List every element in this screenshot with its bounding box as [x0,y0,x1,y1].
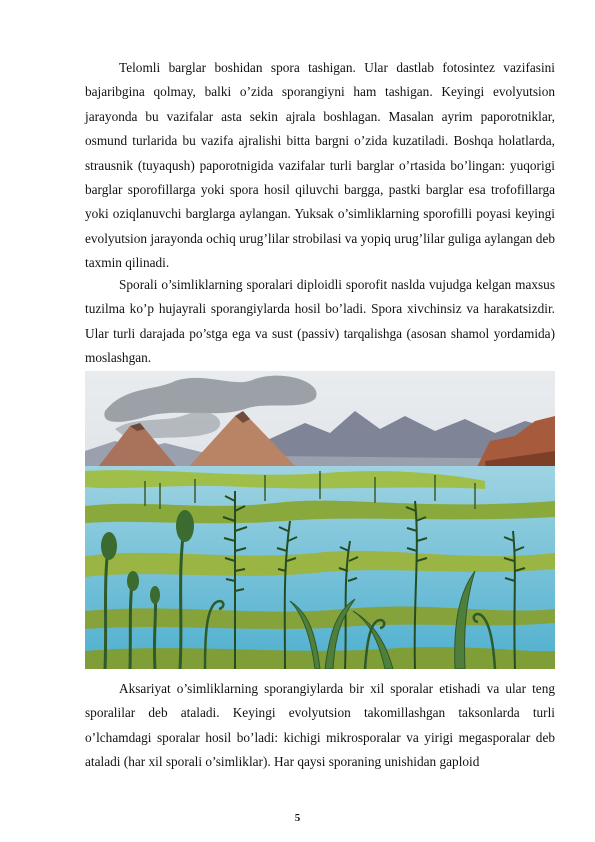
paragraph-aksariyat-osimliklar: Aksariyat o’simliklarning sporangiylarda bir xil sporalar etishadi va ular teng sporalilar deb ataladi. Keyingi evolyutsion takomillashgan taksonlarda turli o’lchamdagi sporalar hosil bo’ladi: kichigi mikrosporalar va yirigi megasporalar deb ataladi (har xil sporali o’simliklar). Har qaysi sporaning unishidan gaploid [85,681,555,770]
prehistoric-swamp-illustration [85,371,555,669]
paragraph-telomli-barglar: Telomli barglar boshidan spora tashigan. Ular dastlab fotosintez vazifasini bajaribgina qolmay, balki o’zida sporangiyni ham tashigan. Keyingi evolyutsion jarayonda bu vazifalar asta sekin ajrala boshlagan. Masalan ayrim paporotniklar, osmund turlarida bu vazifa ajralishi bitta bargni o’zida kuzatiladi. Boshqa holatlarda, strausnik (tuyaqush) paporotnigida vazifalar turli barglar o’rtasida bo’lingan: yuqorigi barglar sporofillarga yoki spora hosil qiluvchi bargga, pastki barglar esa trofofillarga yoki oziqlanuvchi barglarga aylangan. Yuksak o’simliklarning sporofilli poyasi keyingi evolyutsion jarayonda ochiq urug’lilar strobilasi va yopiq urug’lilar guliga aylangan deb taxmin qilinadi. [85,60,555,271]
page-number: 5 [294,812,301,824]
paragraph-sporali-osimliklar: Sporali o’simliklarning sporalari diploidli sporofit naslda vujudga kelgan maxsus tuzilma ko’p hujayrali sporangiylarda hosil bo’ladi. Spora xivchinsiz va harakatsizdir. Ular turli darajada po’stga ega va sust (passiv) tarqalishga (asosan shamol yordamida) moslashgan. [85,277,555,366]
